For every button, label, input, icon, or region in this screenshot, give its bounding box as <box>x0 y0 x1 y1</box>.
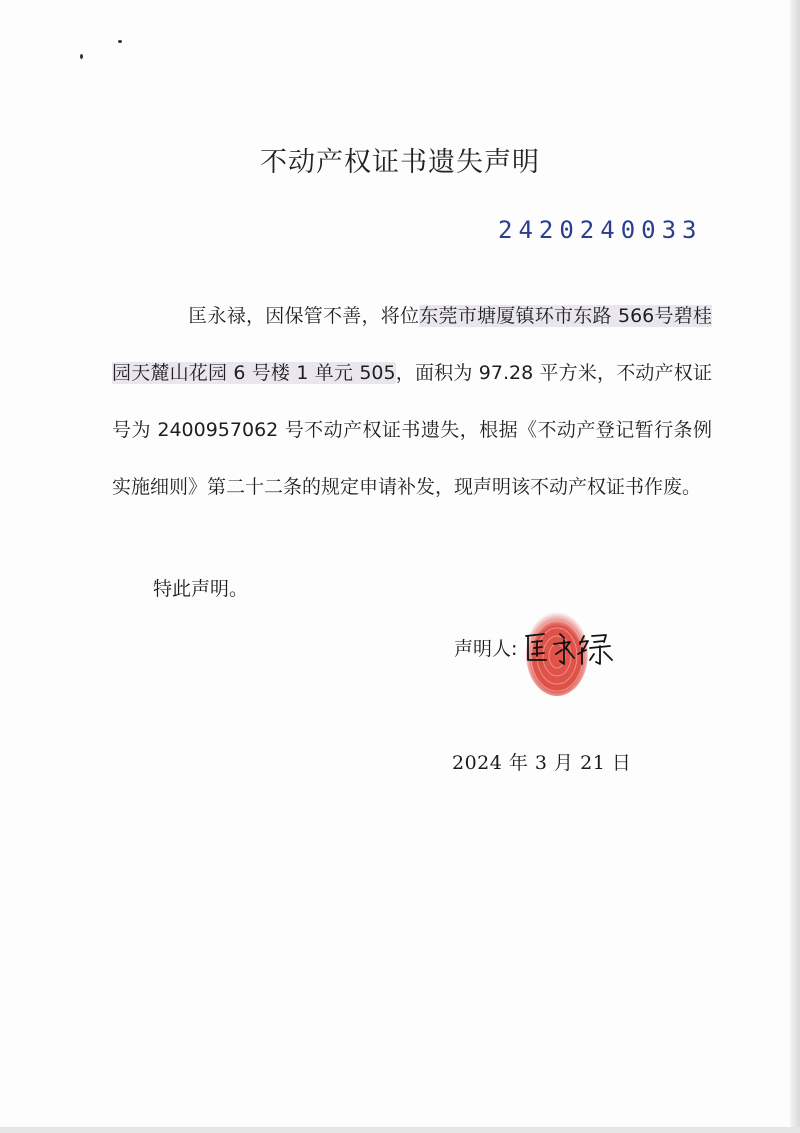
declarant-intro: 匡永禄，因保管不善，将位 <box>188 305 420 327</box>
handwritten-signature <box>520 626 616 670</box>
property-address: 东莞市塘厦镇环市东路 566号碧桂园天麓山花园 6 号楼 1 单元 505 <box>112 305 712 384</box>
declaration-details: ，面积为 97.28 平方米，不动产权证号为 2400957062 号不动产权证书遗失，根据《不动产登记暂行条例实施细则》第二十二条的规定申请补发，现声明该不动产权证书作废。 <box>112 362 712 498</box>
scan-speck <box>80 54 83 59</box>
document-title: 不动产权证书遗失声明 <box>260 147 540 178</box>
closing-statement: 特此声明。 <box>153 578 249 600</box>
declaration-date: 2024 年 3 月 21 日 <box>452 752 632 774</box>
declaration-paragraph <box>112 288 712 516</box>
scan-speck <box>118 40 122 43</box>
scan-edge-bottom <box>0 1127 800 1133</box>
signer-label: 声明人: <box>454 638 518 660</box>
document-number: 2420240033 <box>498 216 703 244</box>
